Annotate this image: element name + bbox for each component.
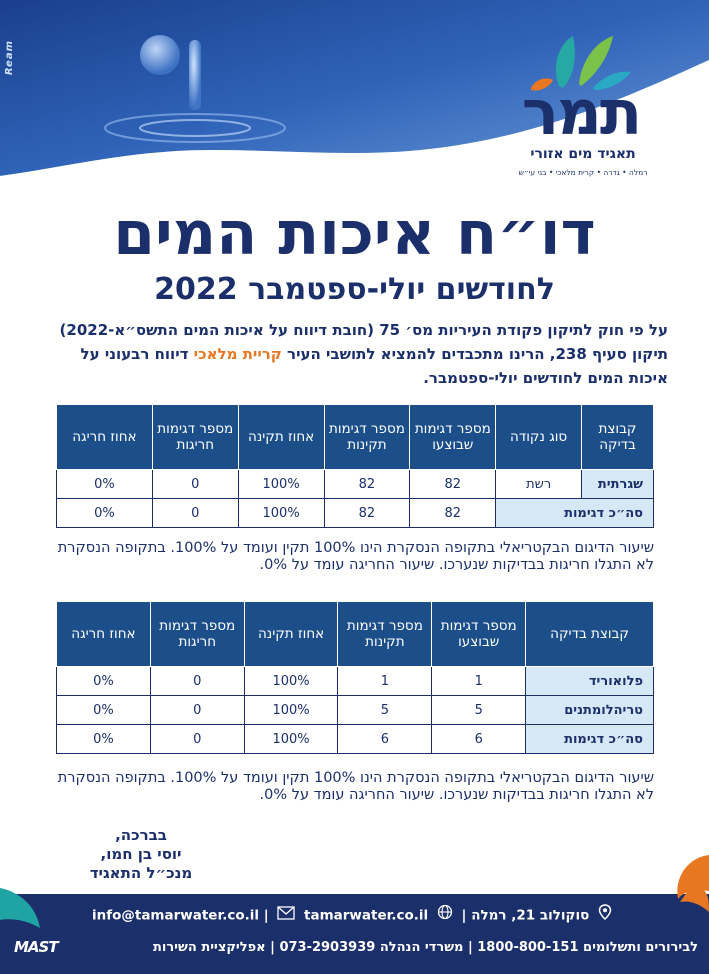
table-row [57, 470, 654, 499]
group-cell: טריהלומתנים [526, 696, 654, 725]
header-cell: מספר דגימות שבוצעו [432, 602, 526, 667]
ok-cell: 1 [338, 667, 432, 696]
bad-cell: 0 [150, 725, 244, 754]
header-cell: סוג נקודה [496, 405, 582, 470]
signature-name: יוסי בן חמו, [100, 845, 182, 863]
table-row-total [57, 499, 654, 528]
table-row [57, 696, 654, 725]
pct-bad-cell: 0% [57, 470, 153, 499]
done-cell: 6 [432, 725, 526, 754]
done-cell: 1 [432, 667, 526, 696]
point-cell: רשת [496, 470, 582, 499]
header-cell: אחוז חריגה [57, 602, 151, 667]
logo-wordmark: תמר [521, 76, 641, 149]
group-cell: סה״כ דגימות [526, 725, 654, 754]
globe-icon [437, 904, 453, 927]
signature-block [66, 826, 216, 883]
ok-cell: 82 [324, 499, 410, 528]
envelope-icon [277, 905, 295, 927]
pct-ok-cell: 100% [238, 470, 324, 499]
logo-cities: רמלה • גדרה • קרית מלאכי • בני עי״ש [518, 168, 648, 177]
intro-text-2: דיווח רבעוני על איכות המים לחודשים יולי-ספטמבר. [80, 345, 668, 387]
header-cell: אחוז חריגה [57, 405, 153, 470]
done-cell: 82 [410, 499, 496, 528]
bad-cell: 0 [152, 470, 238, 499]
header-cell: מספר דגימות תקינות [338, 602, 432, 667]
pct-bad-cell: 0% [57, 696, 151, 725]
pct-bad-cell: 0% [57, 499, 153, 528]
footer-email[interactable]: info@tamarwater.co.il [91, 907, 259, 924]
pct-bad-cell: 0% [57, 667, 151, 696]
chemical-note: שיעור הדיגום הבקטריאלי בתקופה הנסקרת הינו 100% תקין ועומד על 100%. בתקופה הנסקרת לא התגלו חריגות בבדיקות שנערכו. שיעור החריגה עומד על 0%. [57, 770, 654, 803]
intro-text-1: על פי חוק לתיקון פקודת העיריות מס׳ 75 (חובת דיווח על איכות המים התשס״א-2022) תיקון סעיף 238, הרינו מתכבדים להמציא לתושבי העיר [59, 321, 668, 363]
header-cell: אחוז תקינה [244, 602, 338, 667]
bad-cell: 0 [150, 696, 244, 725]
total-label-cell: סה״כ דגימות [496, 499, 654, 528]
header-cell: אחוז תקינה [238, 405, 324, 470]
footer-divider: | [263, 907, 274, 924]
footer-website[interactable]: tamarwater.co.il [304, 907, 429, 924]
signature-greeting: בברכה, [115, 826, 167, 844]
ok-cell: 82 [324, 470, 410, 499]
location-pin-icon [598, 904, 612, 927]
chemical-table [56, 601, 654, 754]
done-cell: 5 [432, 696, 526, 725]
table-row [57, 667, 654, 696]
ok-cell: 5 [338, 696, 432, 725]
table-row-total [57, 725, 654, 754]
footer-phones-row: לבירורים ותשלומים 1800-800-151 | משרדי הנהלה 073-2903939 | אפליקציית השירות [153, 940, 698, 955]
header-cell: מספר דגימות חריגות [152, 405, 238, 470]
footer-contact-row [64, 904, 644, 927]
pct-ok-cell: 100% [238, 499, 324, 528]
page-title: דו״ח איכות המים [113, 199, 596, 269]
pct-ok-cell: 100% [244, 667, 338, 696]
bacteria-table [56, 404, 654, 528]
footer-background [0, 888, 709, 974]
footer-address: סוקולוב 21, רמלה [471, 907, 590, 924]
header-cell: קבוצת בדיקה [582, 405, 654, 470]
orange-splash-icon [660, 855, 709, 915]
page-subtitle: לחודשים יולי-ספטמבר 2022 [154, 272, 555, 307]
signature-title: מנכ״ל התאגיד [89, 864, 193, 882]
header-cell: קבוצת בדיקה [526, 602, 654, 667]
header-cell: מספר דגימות שבוצעו [410, 405, 496, 470]
group-cell: פלואוריד [526, 667, 654, 696]
footer-divider: | [456, 907, 467, 924]
ok-cell: 6 [338, 725, 432, 754]
mast-app-logo[interactable]: MAST [14, 938, 58, 956]
table-header-row [57, 405, 654, 470]
bacteria-note: שיעור הדיגום הבקטריאלי בתקופה הנסקרת הינו 100% תקין ועומד על 100%. בתקופה הנסקרת לא התגלו חריגות בבדיקות שנערכו. שיעור החריגה עומד על 0%. [57, 540, 654, 573]
pct-bad-cell: 0% [57, 725, 151, 754]
table-header-row [57, 602, 654, 667]
header-cell: מספר דגימות תקינות [324, 405, 410, 470]
pct-ok-cell: 100% [244, 696, 338, 725]
footer-band [0, 888, 709, 974]
header-cell: מספר דגימות חריגות [150, 602, 244, 667]
bad-cell: 0 [150, 667, 244, 696]
pct-ok-cell: 100% [244, 725, 338, 754]
done-cell: 82 [410, 470, 496, 499]
intro-city: קריית מלאכי [193, 345, 282, 363]
logo-subtitle: תאגיד מים אזורי [530, 146, 636, 162]
group-cell: שגרתית [582, 470, 654, 499]
tamar-logo [481, 26, 681, 186]
bad-cell: 0 [152, 499, 238, 528]
intro-paragraph [56, 318, 668, 390]
photo-credit: Ream [4, 40, 15, 76]
